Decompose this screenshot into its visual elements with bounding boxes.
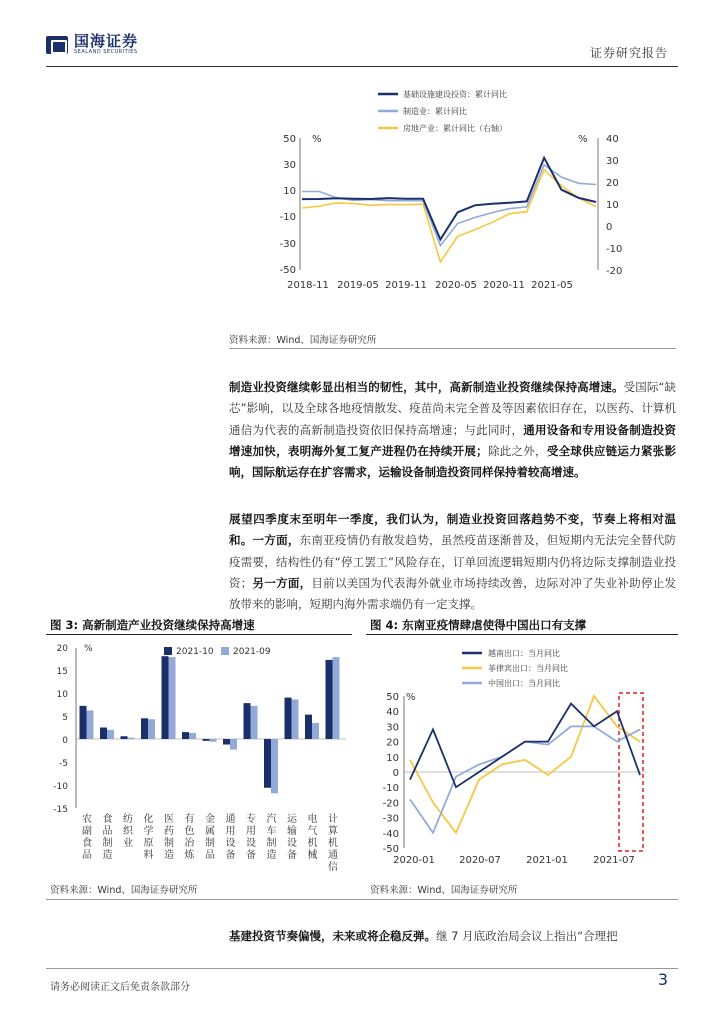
fig4-x-tick: 2021-07 [593,855,635,866]
fig3-legend-swatch-sep [221,647,229,655]
fig3-category-label: 气 [307,826,318,837]
chart1-yr-tick: 0 [606,222,613,233]
fig3-category-label: 造 [164,850,174,861]
fig4-y-tick: 20 [386,737,399,749]
chart1-x-tick: 2020-11 [483,280,525,291]
paragraph-outlook [229,509,676,615]
fig3-bar-2021-10 [223,739,230,745]
fig3-bar-2021-10 [326,660,333,739]
fig3-category-label: 运 [287,814,297,825]
logo-icon [46,36,68,54]
chart1-x-tick: 2019-05 [337,280,379,291]
p1-bold2: 通用设备和专用设备制造投资增速加快，表明海外复工复产进程仍在持续开展； [229,422,677,458]
fig3-bar-chart [46,640,352,872]
chart1-yr-tick: -20 [606,266,623,277]
fig3-category-label: 有 [184,814,195,825]
fig3-bar-2021-09 [271,739,278,793]
p1-text2: 除此之外， [487,443,547,458]
logo-cn: 国海证券 [74,32,139,50]
fig3-bar-2021-09 [107,730,114,739]
fig3-y-tick: 0 [62,736,68,746]
fig3-title-underline [46,634,352,635]
fig3-category-label: 设 [246,838,256,849]
chart1-source-divider [229,348,676,349]
fig3-legend-swatch-oct [164,647,172,655]
fig3-category-label: 食 [102,814,113,825]
fig3-bar-2021-09 [292,699,299,739]
fig3-category-label: 医 [164,814,174,825]
fig3-category-label: 副 [82,826,92,837]
fig3-category-label: 化 [143,814,154,825]
p1-bold3: 受全球供应链运力紧张影响，国际航运存在扩容需求，运输设备制造投资同样保持着较高增速。 [229,443,677,480]
fig3-category-label: 械 [307,850,318,861]
chart1-legend-mfg: 制造业：累计同比 [403,107,467,116]
fig3-category-label: 用 [225,826,236,837]
fig4-y-tick: 40 [386,707,399,719]
chart1-left-unit: % [312,134,322,145]
chart1-legend-infra: 基础设施建设投资：累计同比 [403,90,507,99]
fig4-legend-vn: 越南出口：当月同比 [488,649,560,658]
fig3-category-label: 设 [225,838,236,849]
fig3-y-tick: -10 [53,782,68,792]
fig4-series-vietnam [410,704,640,788]
p3-text: 继 7 月底政治局会议上指出“合理把 [436,929,618,943]
fig3-bar-2021-10 [100,728,107,740]
chart1-yr-tick: -10 [606,244,623,255]
fig3-category-label: 料 [143,850,154,861]
header-divider [46,66,678,67]
fig3-category-label: 食 [82,838,92,849]
fig3-bar-2021-09 [148,719,155,739]
fig3-category-label: 专 [246,814,256,825]
fig3-category-label: 学 [143,826,154,837]
fig3-legend-oct: 2021-10 [176,647,214,657]
fig4-x-tick: 2020-07 [459,855,501,866]
chart1-investment [270,80,630,295]
fig4-y-tick: -30 [382,813,399,825]
p1-text1: 受国际“缺芯”影响，以及全球各地疫情散发、疫苗尚未完全普及等因素依旧存在，以医药、计算机通信为代表的高新制造投资依旧保持高增速；与此同时， [229,380,676,437]
fig3-bar-2021-09 [169,657,176,739]
fig3-category-label: 通 [328,850,338,861]
chart1-yr-tick: 40 [606,134,619,145]
fig3-category-label: 业 [123,838,133,849]
chart1-yl-tick: 50 [283,134,296,145]
fig3-category-label: 信 [328,862,338,872]
fig3-bar-2021-09 [312,723,319,739]
fig3-unit: % [84,644,93,654]
fig4-title: 图 4: 东南亚疫情肆虐使得中国出口有支撑 [370,618,587,632]
fig4-title-underline [366,634,678,635]
company-logo [46,34,138,55]
fig3-y-tick: 10 [56,690,68,700]
p2-bold1: 展望四季度末至明年一季度，我们认为，制造业投资回落趋势不变，节奏上将相对温和。一方面， [229,512,676,548]
fig3-category-label: 设 [287,838,297,849]
paragraph-manufacturing [229,377,676,483]
fig3-category-label: 备 [225,850,236,861]
p2-text2: 目前以美国为代表海外就业市场持续改善，边际对冲了失业补助停止发放带来的影响，短期内海外需求端仍有一定支撑。 [229,575,677,612]
fig3-category-label: 炼 [184,850,195,861]
paragraph-infrastructure [229,926,676,947]
fig3-y-tick: -15 [53,805,68,815]
fig4-y-tick: -50 [382,844,399,855]
fig3-category-label: 备 [287,850,297,861]
fig3-bar-2021-10 [203,739,210,741]
fig4-y-tick: -10 [382,783,399,795]
fig3-category-label: 制 [164,838,174,849]
fig4-source: 资料来源：Wind、国海证券研究所 [370,885,518,896]
fig3-bar-2021-09 [128,738,135,739]
fig3-category-label: 色 [184,826,195,837]
fig3-y-tick: -5 [59,759,68,769]
fig4-y-tick: -20 [382,798,399,810]
fig4-y-tick: 10 [386,752,399,764]
figures-divider [46,899,678,900]
chart1-x-tick: 2020-05 [435,280,477,291]
fig3-category-label: 金 [205,814,215,825]
fig3-category-label: 冶 [184,838,195,849]
fig3-y-tick: 5 [62,713,68,723]
fig3-category-label: 电 [307,814,318,825]
fig3-category-label: 计 [328,814,338,825]
fig4-x-tick: 2020-01 [393,855,435,866]
fig4-line-chart [366,640,678,872]
fig4-legend-cn: 中国出口：当月同比 [488,679,560,688]
chart1-right-unit: % [578,134,588,145]
footer-divider [46,968,678,969]
chart1-yr-tick: 10 [606,200,619,211]
fig3-category-label: 品 [102,826,113,837]
chart1-x-tick: 2019-11 [385,280,427,291]
fig3-category-label: 制 [266,838,277,849]
fig3-y-tick: 15 [56,667,68,677]
chart1-yr-tick: 30 [606,156,619,167]
fig3-bar-2021-10 [162,656,169,739]
fig3-category-label: 造 [102,850,113,861]
chart1-yl-tick: -10 [279,212,296,223]
fig3-bar-2021-10 [141,718,148,739]
chart1-x-tick: 2018-11 [287,280,329,291]
fig3-bar-2021-10 [285,698,292,739]
fig3-category-label: 造 [266,850,277,861]
fig3-bar-2021-10 [121,736,128,739]
chart1-yl-tick: -30 [279,239,296,250]
fig3-category-label: 输 [287,826,297,837]
fig3-bar-2021-09 [189,733,196,739]
fig3-bar-2021-10 [264,739,271,788]
fig3-category-label: 原 [143,838,154,849]
fig3-bar-2021-09 [230,739,237,750]
fig3-category-label: 药 [164,826,174,837]
fig3-bar-2021-10 [305,715,312,739]
chart1-yl-tick: -50 [279,265,296,276]
fig3-y-tick: 20 [56,644,68,654]
fig4-x-tick: 2021-01 [526,855,568,866]
fig3-bar-2021-09 [87,710,94,739]
fig3-bar-2021-09 [251,706,258,739]
fig3-category-label: 品 [82,850,92,861]
chart1-series-re [302,170,596,262]
fig4-y-tick: 30 [386,722,399,734]
fig4-series-philippines [410,696,640,833]
fig3-category-label: 织 [123,826,133,837]
fig3-category-label: 纺 [123,814,133,825]
fig4-y-tick: 0 [392,768,399,779]
chart1-x-tick: 2021-05 [531,280,573,291]
fig3-category-label: 车 [266,826,277,837]
fig3-source: 资料来源：Wind、国海证券研究所 [50,885,198,896]
fig3-category-label: 用 [246,826,256,837]
fig3-title: 图 3: 高新制造产业投资继续保持高增速 [50,618,255,632]
fig3-category-label: 机 [328,838,338,849]
fig3-legend-sep: 2021-09 [233,647,271,657]
chart1-yr-tick: 20 [606,178,619,189]
fig4-y-tick: -40 [382,828,399,840]
p2-text1: 东南亚疫情仍有散发趋势，虽然疫苗逐渐普及，但短期内无法完全替代防疫需要，结构性仍有“停工罢工”风险存在，订单回流逻辑短期内仍将边际支撑制造业投资； [229,533,676,590]
fig3-category-label: 算 [328,826,338,837]
fig3-category-label: 通 [225,814,236,825]
fig3-bar-2021-10 [182,732,189,739]
fig3-category-label: 机 [307,838,318,849]
fig3-category-label: 备 [246,850,256,861]
fig3-bar-2021-09 [210,739,217,742]
footer-disclaimer: 请务必阅读正文后免责条款部分 [50,982,190,993]
fig3-bar-2021-10 [80,706,87,739]
fig3-bar-2021-09 [333,657,340,739]
fig3-category-label: 制 [102,838,113,849]
fig3-category-label: 汽 [266,814,277,825]
fig4-y-tick: 50 [386,692,399,703]
chart1-legend-re: 房地产业：累计同比（右轴） [403,124,507,133]
p3-bold: 基建投资节奏偏慢，未来或将企稳反弹。 [229,929,436,943]
chart1-yl-tick: 10 [283,186,296,197]
fig3-category-label: 属 [205,826,215,837]
logo-en: SEALAND SECURITIES [74,49,138,55]
fig3-category-label: 农 [82,814,92,825]
fig3-category-label: 制 [205,838,215,849]
p1-bold1: 制造业投资继续彰显出相当的韧性，其中，高新制造业投资继续保持高增速。 [229,380,624,394]
chart1-yl-tick: 30 [283,160,296,171]
fig4-unit: % [406,692,416,703]
fig3-bar-2021-10 [244,703,251,739]
fig3-category-label: 品 [205,850,215,861]
report-type: 证券研究报告 [589,46,668,60]
p2-bold2: 另一方面， [252,575,312,590]
fig4-legend-ph: 菲律宾出口：当月同比 [488,664,568,673]
page-number: 3 [657,970,668,989]
chart1-source: 资料来源：Wind、国海证券研究所 [229,335,377,346]
